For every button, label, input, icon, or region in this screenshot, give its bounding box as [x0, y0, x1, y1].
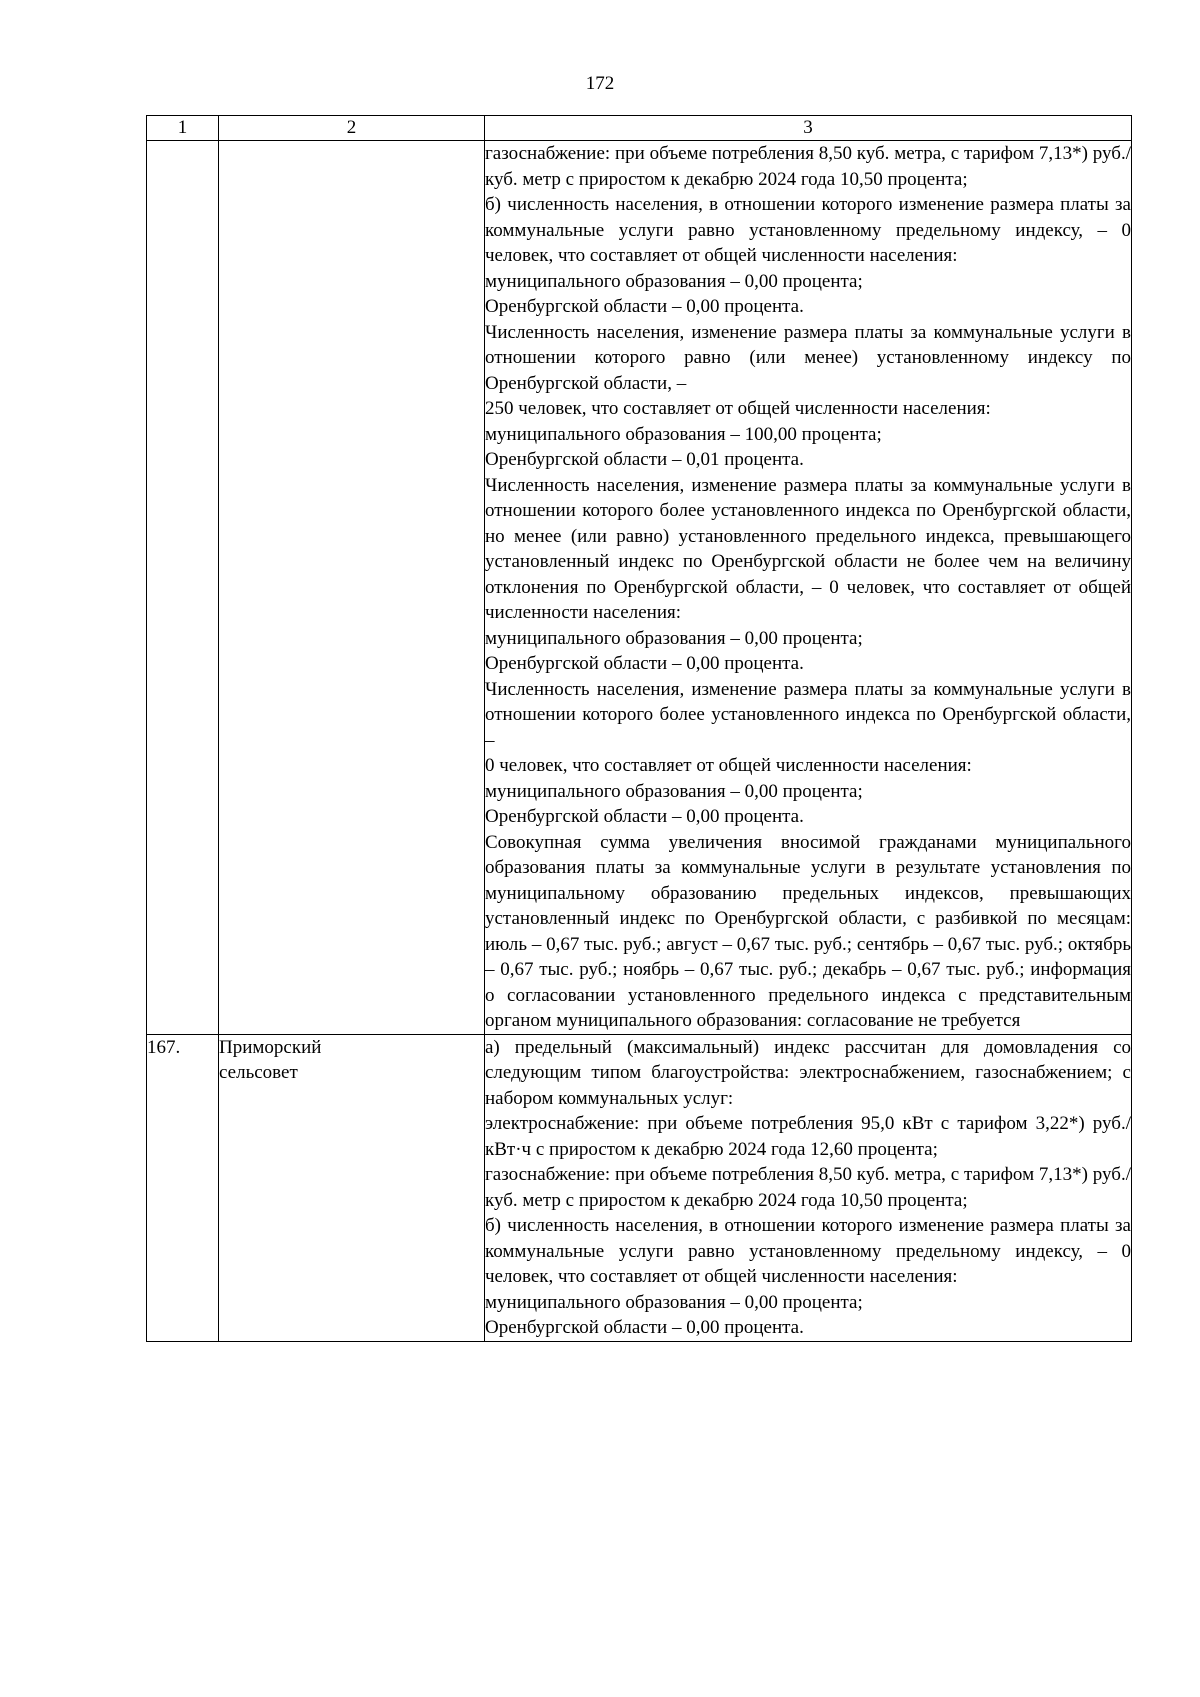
- description-paragraph: Оренбургской области – 0,01 процента.: [485, 449, 804, 470]
- column-header-2: 2: [219, 116, 485, 141]
- row-number: [147, 141, 219, 1035]
- row-description: [485, 1034, 1132, 1341]
- municipality-name: [219, 1034, 485, 1341]
- description-paragraph: муниципального образования – 0,00 процента;: [485, 270, 863, 292]
- column-header-3: 3: [485, 116, 1132, 141]
- description-paragraph: б) численность населения, в отношении которого изменение размера платы за коммунальные услуги равно установленному предельному индексу, – 0 человек, что составляет от общей численности населения:: [485, 1215, 1131, 1287]
- description-paragraph: Оренбургской области – 0,00 процента.: [485, 296, 804, 317]
- description-paragraph: Оренбургской области – 0,00 процента.: [485, 653, 804, 674]
- description-paragraph: газоснабжение: при объеме потребления 8,50 куб. метра, с тарифом 7,13*) руб./куб. метр с приростом к декабрю 2024 года 10,50 процента;: [485, 1164, 1131, 1211]
- row-description: [485, 141, 1132, 1035]
- description-paragraph: электроснабжение: при объеме потребления 95,0 кВт с тарифом 3,22*) руб./кВт·ч с приростом к декабрю 2024 года 12,60 процента;: [485, 1113, 1131, 1160]
- description-paragraph: 250 человек, что составляет от общей численности населения:: [485, 398, 991, 419]
- row-number: 167.: [147, 1034, 219, 1341]
- description-paragraph: Численность населения, изменение размера платы за коммунальные услуги в отношении которого более установленного индекса по Оренбургской области, но менее (или равно) установленного предельного индекса, превышающего установленный индекс по Оренбургской области не более чем на величину отклонения по Оренбургской области, – 0 человек, что составляет от общей численности населения:: [485, 474, 1131, 623]
- description-paragraph: муниципального образования – 0,00 процента;: [485, 627, 863, 649]
- table-row: [147, 1034, 1132, 1341]
- description-paragraph: Численность населения, изменение размера платы за коммунальные услуги в отношении которого более установленного индекса по Оренбургской области, –: [485, 678, 1131, 751]
- description-paragraph: газоснабжение: при объеме потребления 8,50 куб. метра, с тарифом 7,13*) руб./куб. метр с приростом к декабрю 2024 года 10,50 процента;: [485, 143, 1131, 190]
- description-paragraph: 0 человек, что составляет от общей численности населения:: [485, 755, 972, 776]
- page-number: 172: [585, 73, 615, 94]
- municipality-name-line: сельсовет: [219, 1062, 298, 1083]
- table-header-row: [147, 116, 1132, 141]
- municipality-name: [219, 141, 485, 1035]
- table-row: [147, 141, 1132, 1035]
- description-paragraph: муниципального образования – 0,00 процента;: [485, 780, 863, 802]
- description-paragraph: муниципального образования – 100,00 процента;: [485, 423, 882, 445]
- description-paragraph: Оренбургской области – 0,00 процента.: [485, 1317, 804, 1338]
- description-paragraph: а) предельный (максимальный) индекс рассчитан для домовладения со следующим типом благоустройства: электроснабжением, газоснабжением; с набором коммунальных услуг:: [485, 1036, 1131, 1109]
- description-paragraph: Численность населения, изменение размера платы за коммунальные услуги в отношении которого равно (или менее) установленному индексу по Оренбургской области, –: [485, 321, 1131, 394]
- description-paragraph: Совокупная сумма увеличения вносимой гражданами муниципального образования платы за коммунальные услуги в результате установления по муниципальному образованию предельных индексов, превышающих установленный индекс по Оренбургской области, с разбивкой по месяцам: июль – 0,67 тыс. руб.; август – 0,67 тыс. руб.; сентябрь – 0,67 тыс. руб.; октябрь – 0,67 тыс. руб.; ноябрь – 0,67 тыс. руб.; декабрь – 0,67 тыс. руб.; информация о согласовании установленного предельного индекса с представительным органом муниципального образования: согласование не требуется: [485, 831, 1131, 1031]
- description-paragraph: муниципального образования – 0,00 процента;: [485, 1291, 863, 1313]
- description-paragraph: Оренбургской области – 0,00 процента.: [485, 806, 804, 827]
- column-header-1: 1: [147, 116, 219, 141]
- municipality-name-line: Приморский: [219, 1036, 322, 1058]
- description-paragraph: б) численность населения, в отношении которого изменение размера платы за коммунальные услуги равно установленному предельному индексу, – 0 человек, что составляет от общей численности населения:: [485, 194, 1131, 266]
- indices-table: [146, 115, 1132, 1342]
